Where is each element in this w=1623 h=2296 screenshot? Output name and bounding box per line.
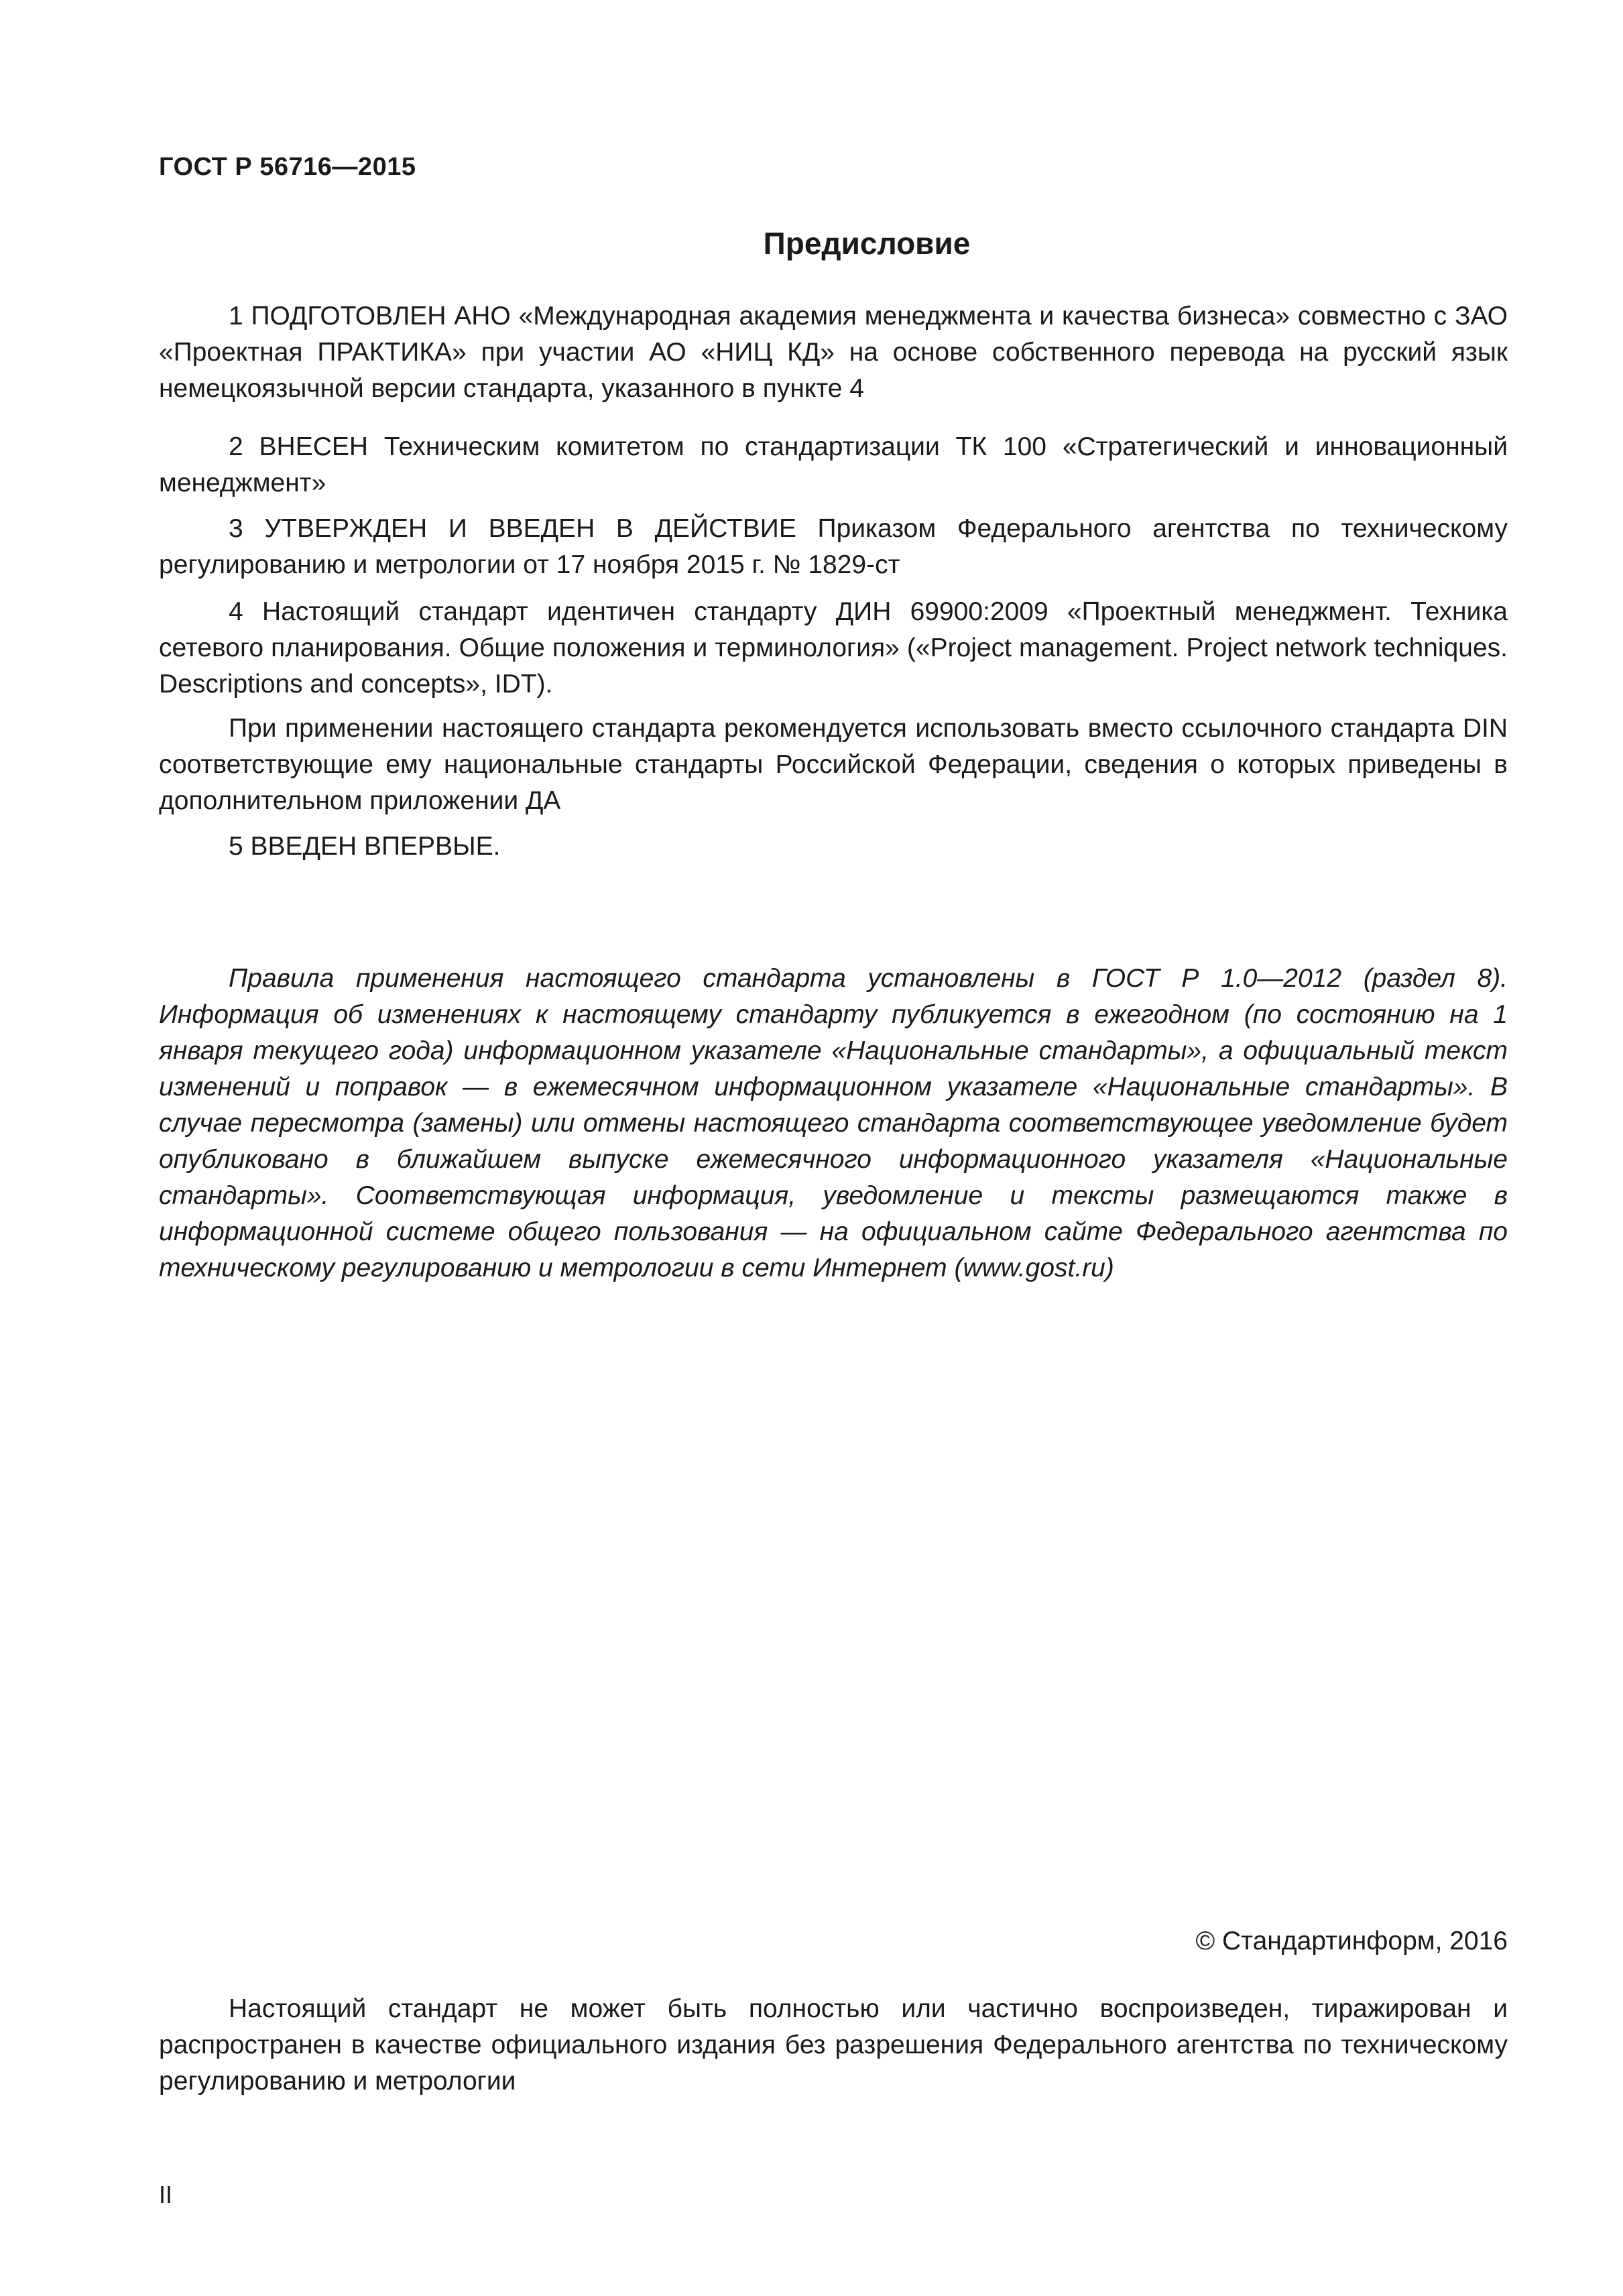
page-title: Предисловие (763, 226, 971, 261)
foreword-item-1: 1 ПОДГОТОВЛЕН АНО «Международная академия менеджмента и качества бизнеса» совместно с ЗАО «Проектная ПРАКТИКА» при участии АО «НИЦ КД» на основе собственного перевода на русский язык немецкоязычной версии стандарта, указанного в пункте 4 (159, 302, 1508, 403)
foreword-item-4: 4 Настоящий стандарт идентичен стандарту ДИН 69900:2009 «Проектный менеджмент. Техника сетевого планирования. Общие положения и терминология» («Project management. Project network techniques. Descriptions and concepts», IDT). (159, 597, 1508, 699)
foreword-item-4-note: При применении настоящего стандарта рекомендуется использовать вместо ссылочного стандарта DIN соответствующие ему национальные стандарты Российской Федерации, сведения о которых приведены в дополнительном приложении ДА (159, 714, 1508, 815)
standard-code: ГОСТ Р 56716—2015 (159, 153, 416, 181)
rules-notice: Правила применения настоящего стандарта установлены в ГОСТ Р 1.0—2012 (раздел 8). Информация об изменениях к настоящему стандарту публикуется в ежегодном (по состоянию на 1 января текущего года) информационном указателе «Национальные стандарты», а официальный текст изменений и поправок — в ежемесячном информационном указателе «Национальные стандарты». В случае пересмотра (замены) или отмены настоящего стандарта соответствующее уведомление будет опубликовано в ближайшем выпуске ежемесячного информационного указателя «Национальные стандарты». Соответствующая информация, уведомление и тексты размещаются также в информационной системе общего пользования — на официальном сайте Федерального агентства по техническому регулированию и метрологии в сети Интернет (www.gost.ru) (159, 964, 1508, 1282)
copyright: © Стандартинформ, 2016 (1195, 1927, 1508, 1955)
foreword-item-3: 3 УТВЕРЖДЕН И ВВЕДЕН В ДЕЙСТВИЕ Приказом Федерального агентства по техническому регулированию и метрологии от 17 ноября 2015 г. № 1829-ст (159, 514, 1508, 579)
foreword-item-2: 2 ВНЕСЕН Техническим комитетом по стандартизации ТК 100 «Стратегический и инновационный менеджмент» (159, 432, 1508, 497)
reproduction-notice: Настоящий стандарт не может быть полностью или частично воспроизведен, тиражирован и распространен в качестве официального издания без разрешения Федерального агентства по техническому регулированию и метрологии (159, 1994, 1508, 2096)
page-number: II (159, 2181, 173, 2208)
foreword-item-5: 5 ВВЕДЕН ВПЕРВЫЕ. (229, 832, 501, 861)
